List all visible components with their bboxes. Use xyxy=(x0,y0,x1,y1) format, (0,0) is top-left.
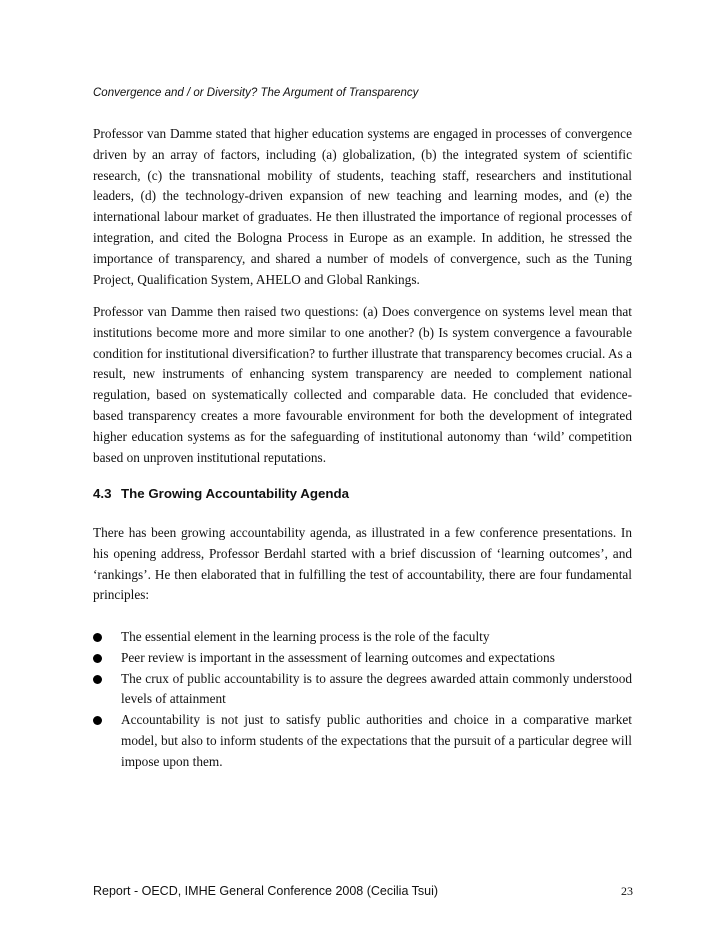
principles-list xyxy=(93,627,632,773)
running-header: Convergence and / or Diversity? The Argument of Transparency xyxy=(93,87,419,99)
paragraph-convergence-questions: Professor van Damme then raised two questions: (a) Does convergence on systems level mean that institutions become more and more similar to one another? (b) Is system convergence a favourable condition for institutional diversification? to further illustrate that transparency becomes crucial. As a result, new instruments of enhancing system transparency are needed to complement national regulation, based on systematically collected and comparable data. He concluded that evidence-based transparency creates a more favourable environment for both the development of integrated higher education systems as for the safeguarding of institutional autonomy than ‘wild’ competition based on unproven institutional reputations. xyxy=(93,304,632,465)
list-item xyxy=(93,648,632,669)
list-item-text: The essential element in the learning process is the role of the faculty xyxy=(121,629,490,644)
section-title: The Growing Accountability Agenda xyxy=(121,486,350,501)
bullet-dot-icon xyxy=(93,716,102,725)
list-item xyxy=(93,627,632,648)
bullet-dot-icon xyxy=(93,675,102,684)
paragraph-accountability-intro: There has been growing accountability agenda, as illustrated in a few conference presentations. In his opening address, Professor Berdahl started with a brief discussion of ‘learning outcomes’, and ‘rankings’. He then elaborated that in fulfilling the test of accountability, there are four fundamental principles: xyxy=(93,525,632,603)
paragraph-convergence-factors: Professor van Damme stated that higher education systems are engaged in processes of convergence driven by an array of factors, including (a) globalization, (b) the integrated system of scientific research, (c) the transnational mobility of students, teaching staff, researchers and institutional leaders, (d) the technology-driven expansion of new teaching and learning modes, and (e) the international labour market of graduates. He then illustrated the importance of regional processes of integration, and cited the Bologna Process in Europe as an example. In addition, he stressed the importance of transparency, and shared a number of models of convergence, such as the Tuning Project, Qualification System, AHELO and Global Rankings. xyxy=(93,126,632,287)
footer-report-title: Report - OECD, IMHE General Conference 2008 (Cecilia Tsui) xyxy=(93,884,439,898)
list-item-text: Peer review is important in the assessment of learning outcomes and expectations xyxy=(121,649,555,665)
page-number: 23 xyxy=(621,884,633,898)
bullet-dot-icon xyxy=(93,633,102,642)
list-item-text: Accountability is not just to satisfy public authorities and choice in a comparative market model, but also to inform students of the expectations that the pursuit of a particular degree will impose upon them. xyxy=(121,712,632,769)
list-item xyxy=(93,710,632,772)
list-item-text: The crux of public accountability is to assure the degrees awarded attain commonly understood levels of attainment xyxy=(121,670,632,707)
section-number: 4.3 xyxy=(93,486,112,501)
section-heading xyxy=(93,486,349,501)
bullet-dot-icon xyxy=(93,654,102,663)
list-item xyxy=(93,669,632,711)
